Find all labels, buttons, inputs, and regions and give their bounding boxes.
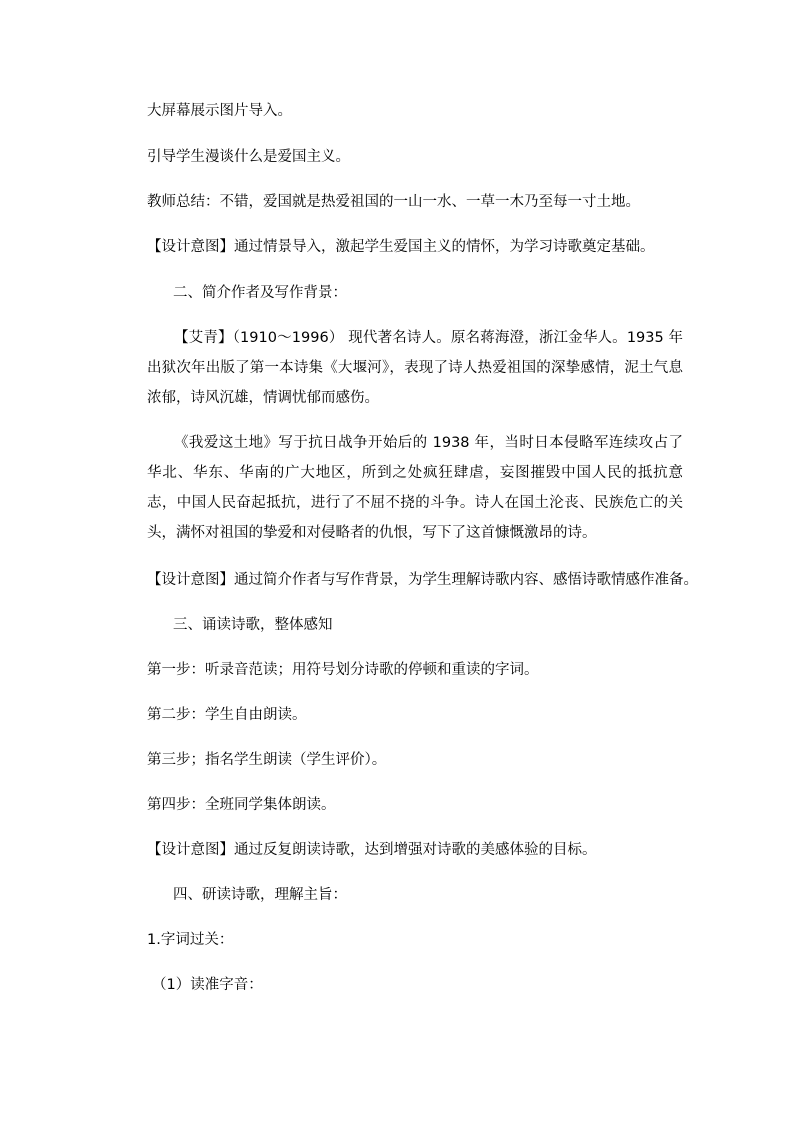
paragraph-background: 《我爱这土地》写于抗日战争开始后的 1938 年，当时日本侵略军连续攻占了华北、华东、华南的广大地区，所到之处疯狂肆虐，妄图摧毁中国人民的抵抗意志，中国人民奋起抵抗，进行了不屈不挠的斗争。诗人在国土沦丧、民族危亡的关头，满怀对祖国的挚爱和对侵略者的仇恨，写下了这首慷慨激昂的诗。: [147, 435, 683, 541]
step-2: 第二步：学生自由朗读。: [147, 707, 307, 723]
paragraph-design-intent-3: 【设计意图】通过反复朗读诗歌，达到增强对诗歌的美感体验的目标。: [147, 842, 597, 858]
section-heading-2: 二、简介作者及写作背景：: [173, 285, 347, 301]
section-heading-4: 四、研读诗歌，理解主旨：: [173, 887, 347, 903]
section-heading-3: 三、诵读诗歌，整体感知: [173, 617, 333, 633]
step-4: 第四步：全班同学集体朗读。: [147, 797, 336, 813]
paragraph-design-intent-1: 【设计意图】通过情景导入，激起学生爱国主义的情怀，为学习诗歌奠定基础。: [147, 239, 655, 255]
step-1: 第一步：听录音范读；用符号划分诗歌的停顿和重读的字词。: [147, 662, 539, 678]
subheading-pronunciation: （1）读准字音：: [152, 977, 263, 993]
step-3: 第三步；指名学生朗读（学生评价）。: [147, 752, 387, 768]
paragraph-summary: 教师总结：不错，爱国就是热爱祖国的一山一水、一草一木乃至每一寸土地。: [147, 194, 640, 210]
paragraph-guide: 引导学生漫谈什么是爱国主义。: [147, 149, 350, 165]
subheading-vocabulary: 1.字词过关：: [147, 932, 234, 948]
paragraph-author: 【艾青】（1910～1996） 现代著名诗人。原名蒋海澄，浙江金华人。1935 年出狱次年出版了第一本诗集《大堰河》，表现了诗人热爱祖国的深挚感情，泥土气息浓郁，诗风沉雄，情调忧郁而感伤。: [147, 330, 683, 406]
paragraph-intro: 大屏幕展示图片导入。: [147, 103, 292, 119]
paragraph-design-intent-2: 【设计意图】通过简介作者与写作背景，为学生理解诗歌内容、感悟诗歌情感作准备。: [147, 572, 698, 588]
